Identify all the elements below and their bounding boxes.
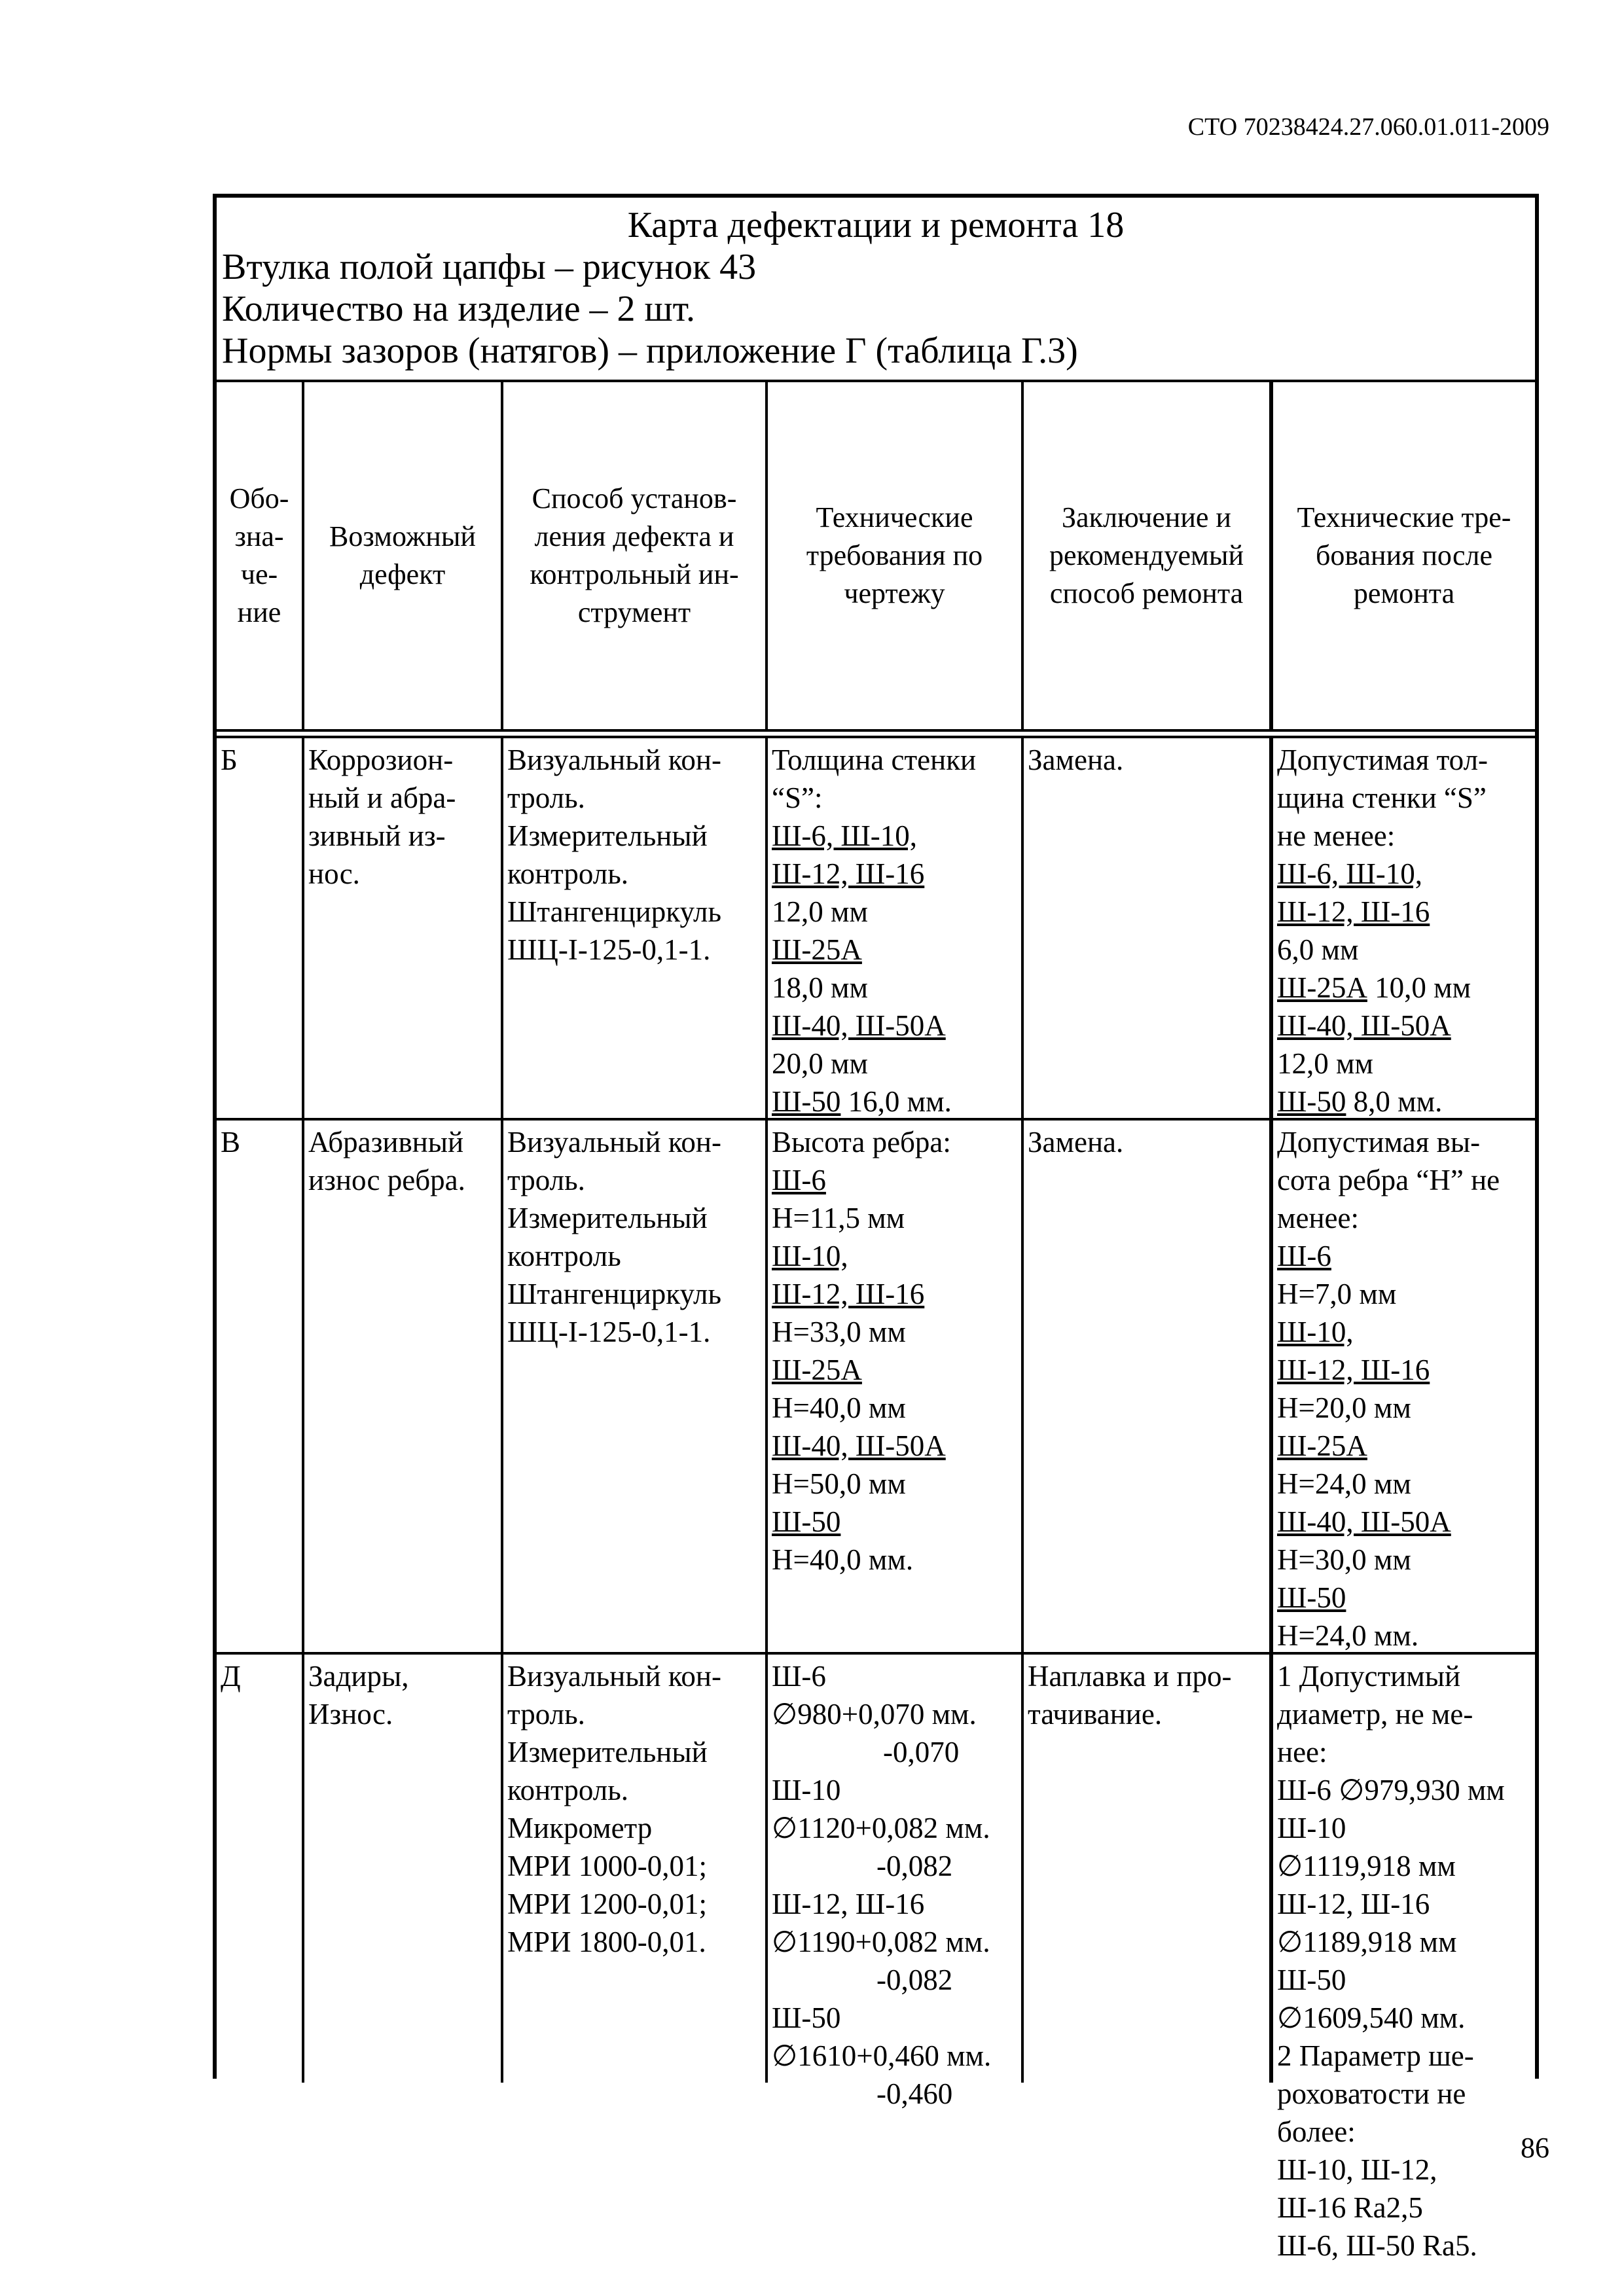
row-code: Д [221, 1660, 241, 1693]
col-header-code: Обо- зна- че- ние [229, 482, 289, 628]
page-number: 86 [1521, 2132, 1549, 2164]
row-defect: Задиры, Износ. [302, 1655, 501, 2083]
row-conclusion: Наплавка и про- тачивание. [1021, 1655, 1269, 2083]
col-header-requirements: Технические требования по чертежу [765, 382, 1021, 729]
col-header-defect: Возможный дефект [302, 382, 501, 729]
table-row [217, 1118, 1535, 1652]
row-method: Визуальный кон- троль. Измерительный контроль. Штангенциркуль ШЦ-I-125-0,1-1. [501, 738, 765, 1118]
col-header-after-repair: Технические тре- бования после ремонта [1269, 382, 1535, 729]
row-requirements: Высота ребра: Ш-6 Н=11,5 мм Ш-10, Ш-12, Ш-16 Н=33,0 мм Ш-25А Н=40,0 мм Ш-40, Ш-50А Н=50,0 мм Ш-50 Н=40,0 мм. [765, 1121, 1021, 1652]
row-after-repair: Допустимая тол- щина стенки “S” не менее: Ш-6, Ш-10, Ш-12, Ш-16 6,0 мм Ш-25А 10,0 мм Ш-40, Ш-50А 12,0 мм Ш-50 8,0 мм. [1269, 738, 1535, 1118]
card-norms: Нормы зазоров (натягов) – приложение Г (таблица Г.3) [222, 331, 1078, 371]
row-after-repair: Допустимая вы- сота ребра “Н” не менее: Ш-6 Н=7,0 мм Ш-10, Ш-12, Ш-16 Н=20,0 мм Ш-25А Н=24,0 мм Ш-40, Ш-50А Н=30,0 мм Ш-50 Н=24,0 мм. [1269, 1121, 1535, 1652]
row-requirements: Толщина стенки “S”: Ш-6, Ш-10, Ш-12, Ш-16 12,0 мм Ш-25А 18,0 мм Ш-40, Ш-50А 20,0 мм Ш-50 16,0 мм. [765, 738, 1021, 1118]
card-part: Втулка полой цапфы – рисунок 43 [222, 247, 757, 287]
row-method: Визуальный кон- троль. Измерительный контроль Штангенциркуль ШЦ-I-125-0,1-1. [501, 1121, 765, 1652]
row-code: В [221, 1126, 241, 1158]
document-code: СТО 70238424.27.060.01.011-2009 [1187, 113, 1549, 141]
column-headers [217, 380, 1535, 729]
row-conclusion: Замена. [1021, 738, 1269, 1118]
col-header-conclusion: Заключение и рекомендуемый способ ремонта [1021, 382, 1269, 729]
table-row [217, 738, 1535, 1118]
card-title: Карта дефектации и ремонта 18 [627, 205, 1125, 245]
row-method: Визуальный кон- троль. Измерительный контроль. Микрометр МРИ 1000-0,01; МРИ 1200-0,01; МРИ 1800-0,01. [501, 1655, 765, 2083]
row-requirements: Ш-6 ∅980+0,070 мм. -0,070 Ш-10 ∅1120+0,082 мм. -0,082 Ш-12, Ш-16 ∅1190+0,082 мм. -0,082 Ш-50 ∅1610+0,460 мм. -0,460 [765, 1655, 1021, 2083]
card-quantity: Количество на изделие – 2 шт. [222, 289, 695, 329]
row-defect: Коррозион- ный и абра- зивный из- нос. [302, 738, 501, 1118]
row-after-repair: 1 Допустимый диаметр, не ме- нее: Ш-6 ∅979,930 мм Ш-10 ∅1119,918 мм Ш-12, Ш-16 ∅1189,918 мм Ш-50 ∅1609,540 мм. 2 Параметр ше- роховатости не более: Ш-10, Ш-12, Ш-16 Ra2,5 Ш-6, Ш-50 Ra5. [1269, 1655, 1535, 2083]
row-conclusion: Замена. [1021, 1121, 1269, 1652]
row-code: Б [221, 744, 238, 776]
card-header [217, 198, 1535, 380]
row-defect: Абразивный износ ребра. [302, 1121, 501, 1652]
header-double-rule [217, 729, 1535, 738]
col-header-method: Способ установ- ления дефекта и контрольный ин- струмент [501, 382, 765, 729]
